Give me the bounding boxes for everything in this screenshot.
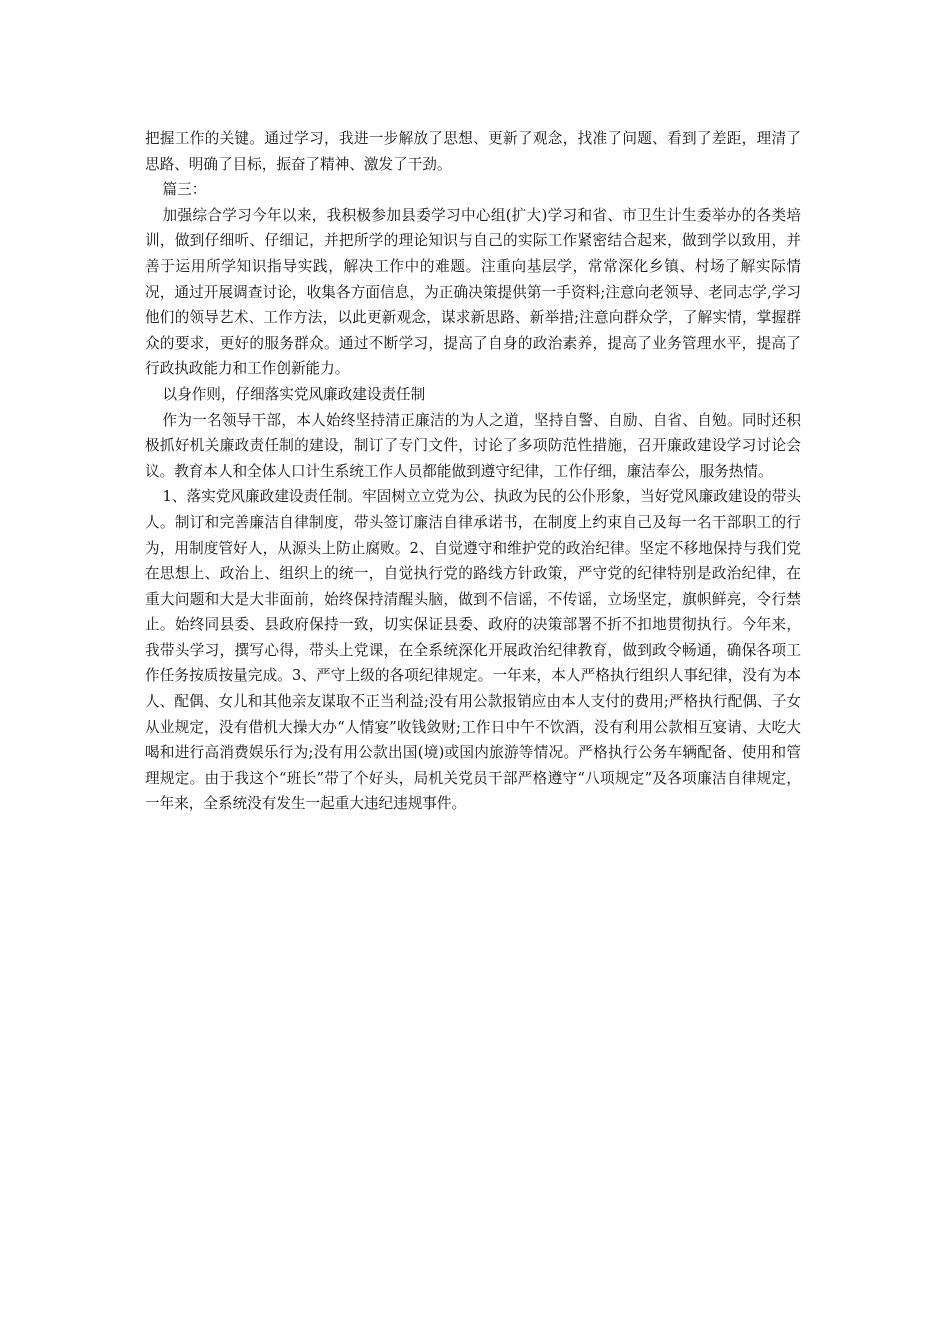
section-heading-part-three: 篇三：	[162, 181, 207, 199]
paragraph-study: 加强综合学习今年以来，我积极参加县委学习中心组(扩大)学习和省、市卫生计生委举办的各类培训，做到仔细听、仔细记，并把所学的理论知识与自己的实际工作紧密结合起来，做到学以致用，并善于运用所学知识指导实践，解决工作中的难题。注重向基层学，常常深化乡镇、村场了解实际情况，通过开展调查讨论，收集各方面信息，为正确决策提供第一手资料;注意向老领导、老同志学,学习他们的领导艺术、工作方法，以此更新观念，谋求新思路、新举措;注意向群众学，了解实情，掌握群众的要求，更好的服务群众。通过不断学习，提高了自身的政治素养，提高了业务管理水平，提高了行政执政能力和工作创新能力。	[145, 206, 801, 378]
paragraph-responsibility: 1、落实党风廉政建设责任制。牢固树立立党为公、执政为民的公仆形象，当好党风廉政建设的带头人。制订和完善廉洁自律制度，带头签订廉洁自律承诺书，在制度上约束自己及每一名干部职工的行为，用制度管好人，从源头上防止腐败。2、自觉遵守和维护党的政治纪律。坚定不移地保持与我们党在思想上、政治上、组织上的统一，自觉执行党的路线方针政策，严守党的纪律特别是政治纪律，在重大问题和大是大非面前，始终保持清醒头脑，做到不信谣，不传谣，立场坚定，旗帜鲜亮，令行禁止。始终同县委、县政府保持一致，切实保证县委、政府的决策部署不折不扣地贯彻执行。今年来，我带头学习，撰写心得，带头上党课，在全系统深化开展政治纪律教育，做到政令畅通，确保各项工作任务按质按量完成。3、严守上级的各项纪律规定。一年来，本人严格执行组织人事纪律，没有为本人、配偶、女儿和其他亲友谋取不正当利益;没有用公款报销应由本人支付的费用;严格执行配偶、子女从业规定，没有借机大操大办“人情宴”收钱敛财;工作日中午不饮酒，没有利用公款相互宴请、大吃大喝和进行高消费娱乐行为;没有用公款出国(境)或国内旅游等情况。严格执行公务车辆配备、使用和管理规定。由于我这个“班长”带了个好头，局机关党员干部严格遵守“八项规定”及各项廉洁自律规定，一年来，全系统没有发生一起重大违纪违规事件。	[145, 488, 801, 813]
section-heading-integrity: 以身作则，仔细落实党风廉政建设责任制	[162, 385, 426, 403]
paragraph-leadership: 作为一名领导干部，本人始终坚持清正廉洁的为人之道，坚持自警、自励、自省、自勉。同时还积极抓好机关廉政责任制的建设，制订了专门文件，讨论了多项防范性措施，召开廉政建设学习讨论会议。教育本人和全体人口计生系统工作人员都能做到遵守纪律，工作仔细，廉洁奉公，服务热情。	[145, 411, 801, 480]
paragraph-continuation: 把握工作的关键。通过学习，我进一步解放了思想、更新了观念，找准了问题、看到了差距，理清了思路、明确了目标，振奋了精神、激发了干劲。	[145, 130, 801, 173]
document-body	[145, 126, 801, 817]
